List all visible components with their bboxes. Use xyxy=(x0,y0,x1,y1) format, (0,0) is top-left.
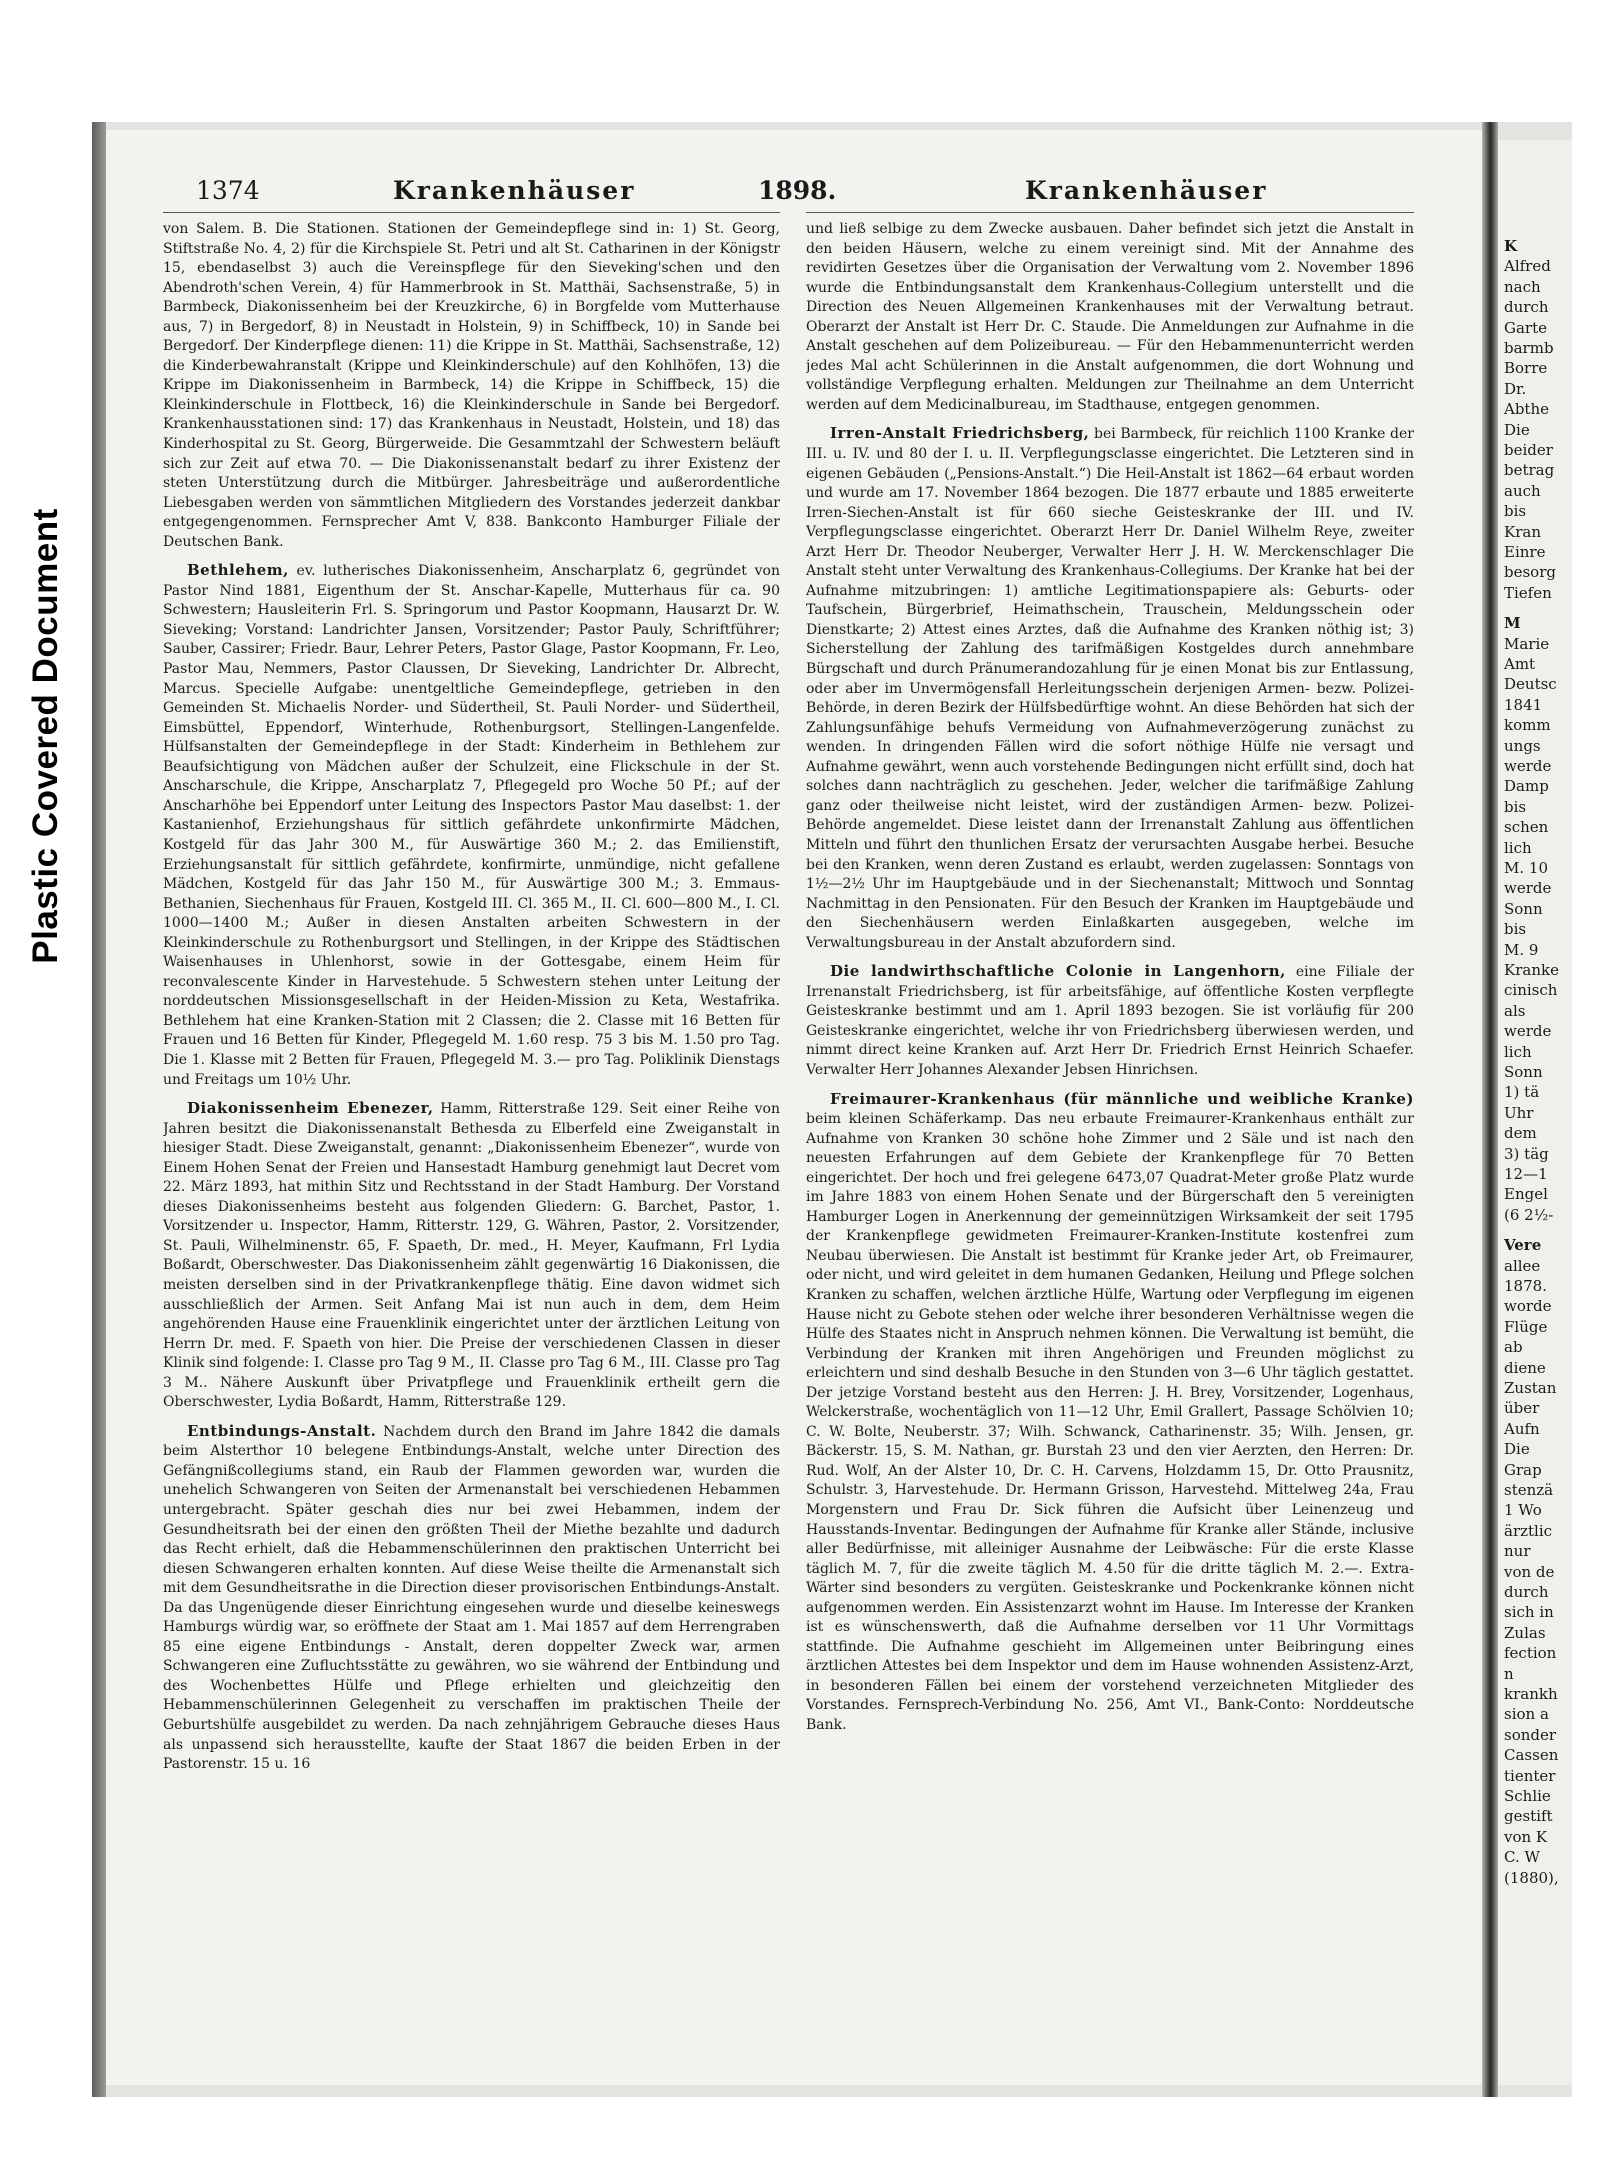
next-page-fragment: betrag xyxy=(1504,461,1555,480)
next-page-fragment: Schlie xyxy=(1504,1787,1551,1805)
next-page-fragment: werde xyxy=(1504,757,1552,775)
bethlehem-text: ev. lutherisches Diakonissenheim, Anscharplatz 6, gegründet von Pastor Nind 1881, Eigenthum der St. Anschar-Kapelle, Mutterhaus für ca. 90 Schwestern; Hausleiterin Frl. S. Springorum und Pastor Koopmann, Hausarzt Dr. W. Sieveking; Vorstand: Landrichter Jansen, Vorsitzender; Pastor Pauly, Schriftführer; Sauber, Cassirer; Friedr. Baur, Lehrer Peters, Pastor Glage, Pastor Koopmann, Fr. Leo, Pastor Mau, Nemmers, Pastor Claussen, Dr Sieveking, Landrichter Dr. Albrecht, Marcus. Specielle Aufgabe: unentgeltliche Gemeindepflege, getrieben in den Gemeinden St. Michaelis Norder- und Südertheil, St. Pauli Norder- und Südertheil, Eimsbüttel, Eppendorf, Winterhude, Rothenburgsort, Stellingen-Langenfelde. Hülfsanstalten der Gemeindepflege in der Stadt: Kinderheim in Bethlehem zur Beaufsichtigung von Mädchen außer der Schulzeit, eine Flickschule in der St. Anscharschule, die Krippe, Anscharplatz 7, Pflegegeld pro Woche 50 Pf.; auf der Anscharhöhe bei Eppendorf unter Leitung des Inspectors Pastor Mau daselbst: 1. der Kastanienhof, Erziehungshaus für sittlich gefährdete unkonfirmirte Mädchen, Kostgeld für das Jahr 300 M., für Auswärtige 360 M.; 2. das Emilienstift, Erziehungsanstalt für sittlich gefährdete, konfirmirte, unmündige, nicht gefallene Mädchen, Kostgeld für das Jahr 150 M., für Auswärtige 300 M.; 3. Emmaus-Bethanien, Siechenhaus für Frauen, Kostgeld III. Cl. 365 M., II. Cl. 600—800 M., I. Cl. 1000—1400 M.; Außer in diesen Anstalten arbeiten Schwestern in der Kleinkinderschule zu Rothenburgsort und Stellingen, in der Krippe des Städtischen Waisenhauses in Uhlenhorst, sowie in der Gottesgabe, einem Heim für reconvalescente Kinder in Harvestehude. 5 Schwestern stehen unter Leitung der norddeutschen Missionsgesellschaft in der Heiden-Mission zu Keta, Westafrika. Bethlehem hat eine Kranken-Station mit 2 Classen; die 2. Classe mit 16 Betten für Frauen und 16 Betten für Kinder, Pflegegeld M. 1.60 resp. 75 3 bis M. 1.50 pro Tag. Die 1. Klasse mit 2 Betten für Frauen, Pflegegeld M. 3.— pro Tag. Poliklinik Dienstags und Freitags um 10½ Uhr. xyxy=(163,563,780,1088)
next-page-fragment: (1880), xyxy=(1504,1868,1559,1887)
next-page-fragment: komm xyxy=(1504,716,1551,735)
next-page-fragment: von K xyxy=(1504,1827,1548,1846)
next-page-fragment: M. 10 xyxy=(1504,859,1548,877)
next-page-fragment: 1 Wo xyxy=(1504,1501,1542,1520)
next-page-fragment: nach xyxy=(1504,277,1541,296)
next-page-fragment: Cassen xyxy=(1504,1746,1559,1765)
next-page-fragment: stenzä xyxy=(1504,1481,1554,1499)
ebenezer-entry xyxy=(163,1099,780,1413)
right-column xyxy=(806,220,1414,2040)
next-page-fragment: Alfred xyxy=(1504,257,1551,276)
next-page-fragment: krankh xyxy=(1504,1685,1558,1703)
next-page-fragment: Grap xyxy=(1504,1460,1542,1479)
overlay-label-text: Plastic Covered Document xyxy=(26,508,65,964)
next-page-fragment: beider xyxy=(1504,441,1553,459)
page-number: 1374 xyxy=(196,176,260,205)
freimaurer-entry xyxy=(806,1090,1414,1736)
next-page-fragment: Deutsc xyxy=(1504,675,1557,694)
next-page-fragment: gestift xyxy=(1504,1807,1553,1826)
next-page-fragment: sion a xyxy=(1504,1705,1549,1724)
next-page-fragment: cinisch xyxy=(1504,981,1558,1000)
next-page-fragment: bis xyxy=(1504,920,1527,939)
next-page-fragment: Sonn xyxy=(1504,1063,1543,1081)
next-page-fragment: Marie xyxy=(1504,634,1550,653)
next-page-fragment: Garte xyxy=(1504,318,1548,337)
header-rule-right xyxy=(806,212,1414,213)
colonie-text: eine Filiale der Irrenanstalt Friedrichsberg, ist für arbeitsfähige, auf öffentliche Kosten verpflegte Geisteskranke bestimmt und am 1. April 1893 bezogen. Sie ist vorläufig für 200 Geisteskranke eingerichtet, welche ihr von Friedrichsberg überwiesen werden, und nimmt direct keine Kranken auf. Arzt Herr Dr. Friedrich Ernst Heinrich Schaefer. Verwalter Herr Johannes Alexander Jebsen Hinrichsen. xyxy=(806,964,1414,1078)
next-page-fragment: besorg xyxy=(1504,563,1556,582)
plastic-covered-label xyxy=(0,0,92,2177)
freimaurer-title: Freimaurer-Krankenhaus (für männliche und weibliche Kranke) xyxy=(830,1089,1414,1108)
next-page-fragment: tienter xyxy=(1504,1766,1556,1785)
running-title-left: Krankenhäuser xyxy=(393,176,636,205)
next-page-fragment: lich xyxy=(1504,838,1532,857)
next-page-fragment: auch xyxy=(1504,481,1541,500)
irren-text: bei Barmbeck, für reichlich 1100 Kranke der III. u. IV. und 80 der I. u. II. Verpflegungsclasse eingerichtet. Die Letzteren sind in eigenen Gebäuden („Pensions-Anstalt.“) Die Heil-Anstalt ist 1862—64 erbaut worden und wurde am 17. November 1864 bezogen. Die 1877 erbaute und 1885 erweiterte Irren-Siechen-Anstalt ist für 660 sieche Geisteskranke der III. und IV. Verpflegungsclasse eingerichtet. Oberarzt Herr Dr. Daniel Wilhelm Reye, zweiter Arzt Herr Dr. Theodor Neuberger, Verwalter Herr J. H. W. Merckenschlager Die Anstalt steht unter Verwaltung des Krankenhaus-Collegiums. Der Kranke hat bei der Aufnahme mitzubringen: 1) amtliche Legitimationspapiere als: Geburts- oder Taufschein, Bürgerbrief, Heimathschein, Trauschein, Meldungsschein oder Dienstkarte; 2) Attest eines Arztes, daß die Aufnahme des Kranken nöthig ist; 3) Sicherstellung der Zahlung des tarifmäßigen Kostgeldes durch annehmbare Bürgschaft und durch Pränumerandozahlung für je einen Monat bis zur Entlassung, oder aber im Unvermögensfall Herleitungsschein derjenigen Armen- bezw. Polizei-Behörde, in deren Bezirk der Hülfsbedürftige wohnt. An diese Behörden hat sich der Zahlungsunfähige behufs Vermeidung von Aufnahmeverzögerung zunächst zu wenden. In dringenden Fällen wird die sofort nöthige Hülfe nie versagt und Aufnahme gewährt, wenn auch vorstehende Bedingungen nicht erfüllt sind, doch hat solches dann nachträglich zu geschehen. Jeder, welcher die tarifmäßige Zahlung ganz oder theilweise nicht leistet, wird der zuständigen Armen- bezw. Polizei-Behörde angemeldet. Diese leistet dann der Irrenanstalt Zahlung aus öffentlichen Mitteln und führt den thunlichen Ersatz der verursachten Ausgabe herbei. Besuche bei den Kranken, wenn deren Zustand es erlaubt, werden zugelassen: Sonntags von 1½—2½ Uhr im Hauptgebäude und in der Siechenanstalt; Mittwoch und Sonntag Nachmittag in den Pensionaten. Für den Besuch der Kranken im Hauptgebäude und den Siechenhäusern werden Einlaßkarten ausgegeben, welche im Verwaltungsbureau in der Anstalt abzufordern sind. xyxy=(806,426,1414,951)
running-year: 1898. xyxy=(758,176,837,205)
next-page-fragment: 1) tä xyxy=(1504,1083,1540,1102)
header-rule-left xyxy=(163,212,780,213)
next-page-fragment: nur xyxy=(1504,1542,1531,1561)
next-page-fragment: Sonn xyxy=(1504,899,1543,918)
next-page-fragment: fection xyxy=(1504,1644,1557,1663)
running-title-right: Krankenhäuser xyxy=(1025,176,1268,205)
next-page-fragment: ab xyxy=(1504,1338,1523,1357)
next-page-fragment: sonder xyxy=(1504,1725,1557,1744)
freimaurer-text: beim kleinen Schäferkamp. Das neu erbaute Freimaurer-Krankenhaus enthält zur Aufnahme von Kranken 30 schöne hohe Zimmer und 2 Säle und ist nach den neuesten Erfahrungen auf dem Gebiete der Krankenpflege für 70 Betten eingerichtet. Der hoch und frei gelegene 6473,07 Quadrat-Meter große Platz wurde im Jahre 1883 von einem Hohen Senate und der Bürgerschaft den 5 vereinigten Hamburger Logen in Anerkennung der gemeinnützigen Wirksamkeit der seit 1795 der Krankenpflege gewidmeten Freimaurer-Kranken-Institute kostenfrei zum Neubau überwiesen. Die Anstalt ist bestimmt für Kranke jeder Art, ob Freimaurer, oder nicht, und wird geleitet in dem humanen Gedanken, Heilung und Pflege solchen Kranken zu schaffen, welchen ärztliche Hülfe, Wartung oder Verpflegung im eigenen Hause nicht zu Gebote stehen oder welche ihrer besonderen Verhältnisse wegen die Hülfe des Staates nicht in Anspruch nehmen können. Die Verwaltung ist bemüht, die Verbindung der Kranken mit ihren Angehörigen und Freunden möglichst zu erleichtern und sind deshalb Besuche in den Stunden von 3—6 Uhr täglich gestattet. Der jetzige Vorstand besteht aus den Herren: J. H. Brey, Vorsitzender, Logenhaus, Welckerstraße, wochentäglich von 11—12 Uhr, Emil Grallert, Passage Schölvien 10; C. W. Bolte, Neuberstr. 37; Wilh. Schwanck, Catharinenstr. 35; Wilh. Jensen, gr. Bäckerstr. 15, S. M. Nathan, gr. Burstah 23 und den vier Aerzten, den Herren: Dr. Rud. Wolf, An der Alster 10, Dr. C. H. Carvens, Holzdamm 15, Dr. Otto Prausnitz, Schulstr. 3, Harvestehude. Dr. Hermann Grisson, Harvestehd. Mittelweg 24a, Frau Morgenstern und Frau Dr. Sick führen die Aufsicht über Leinenzeug und Hausstands-Inventar. Bedingungen der Aufnahme für Kranke aller Stände, inclusive aller Bedürfnisse, mit alleiniger Ausnahme der Leibwäsche: Für die erste Klasse täglich M. 7, für die zweite täglich M. 4.50 für die dritte täglich M. 2.—. Extra-Wärter sind besonders zu vergüten. Geisteskranke und Pockenkranke können nicht aufgenommen werden. Ein Assistenzarzt wohnt im Hause. Im Interesse der Kranken ist es wünschenswerth, daß die Aufnahme derselben vor 11 Uhr Vormittags stattfinde. Die Aufnahme geschieht im Allgemeinen unter Beibringung eines ärztlichen Attestes bei dem Inspektor und dem im Hause wohnenden Assistenz-Arzt, in besonderen Fällen bei einem der vorstehend verzeichneten Mitglieder des Vorstandes. Fernsprech-Verbindung No. 256, Amt VI., Bank-Conto: Norddeutsche Bank. xyxy=(806,1111,1414,1734)
next-page-fragment: 1878. xyxy=(1504,1277,1547,1295)
colonie-title: Die landwirthschaftliche Colonie in Langenhorn, xyxy=(830,962,1286,981)
entbindung-continued: und ließ selbige zu dem Zwecke ausbauen. Daher befindet sich jetzt die Anstalt in den beiden Häusern, welche zu einem vereinigt sind. Mit der Annahme des revidirten Gesetzes über die Organisation der Verwaltung vom 2. November 1896 wurde die Entbindungsanstalt dem Krankenhaus-Collegium unterstellt und die Direction des Neuen Allgemeinen Krankenhauses mit der Verwaltung betraut. Oberarzt der Anstalt ist Herr Dr. C. Staude. Die Anmeldungen zur Aufnahme in die Anstalt geschehen auf dem Polizeibureau. — Für den Hebammenunterricht werden jedes Mal acht Schülerinnen in die Anstalt aufgenommen, die dort Wohnung und vollständige Verpflegung erhalten. Meldungen zur Theilnahme an dem Unterricht werden auf dem Medicinalbureau, im Stadthause, entgegen genommen. xyxy=(806,221,1414,413)
next-page-fragment: werde xyxy=(1504,879,1552,898)
colonie-entry xyxy=(806,962,1414,1080)
next-page-fragment: durch xyxy=(1504,298,1549,317)
next-page-fragment: 12—1 xyxy=(1504,1165,1548,1183)
next-page-strip xyxy=(1498,140,1572,2085)
next-page-fragment: M xyxy=(1504,614,1521,633)
next-page-fragment: M. 9 xyxy=(1504,940,1539,959)
next-page-fragment: Kran xyxy=(1504,522,1541,541)
next-page-fragment: Dr. xyxy=(1504,379,1527,398)
next-page-fragment: bis xyxy=(1504,797,1527,816)
next-page-fragment: allee xyxy=(1504,1256,1541,1275)
page-edge-shadow xyxy=(92,122,106,2097)
next-page-fragment: durch xyxy=(1504,1583,1549,1601)
next-page-fragment: Engel xyxy=(1504,1185,1548,1204)
next-page-fragment: Amt xyxy=(1504,655,1536,673)
next-page-fragment: Damp xyxy=(1504,777,1549,796)
next-page-fragment: (6 2½- xyxy=(1504,1205,1554,1224)
entbindung-entry xyxy=(163,1422,780,1775)
next-page-fragment: 1841 xyxy=(1504,695,1543,714)
ebenezer-text: Hamm, Ritterstraße 129. Seit einer Reihe von Jahren besitzt die Diakonissenanstalt Bethesda zu Elberfeld eine Zweiganstalt in hiesiger Stadt. Diese Zweiganstalt, genannt: „Diakonissenheim Ebenezer“, wurde von Einem Hohen Senat der Freien und Hansestadt Hamburg genehmigt laut Decret vom 22. März 1893, hat mithin Sitz und Rechtsstand in der Stadt Hamburg. Der Vorstand dieses Diakonissenheims besteht aus folgenden Gliedern: G. Barchet, Pastor, 1. Vorsitzender u. Inspector, Hamm, Ritterstr. 129, G. Währen, Pastor, 2. Vorsitzender, St. Pauli, Wilhelminenstr. 65, F. Spaeth, Dr. med., H. Meyer, Kaufmann, Frl Lydia Boßardt, Oberschwester. Das Diakonissenheim zählt gegenwärtig 16 Diakonissen, die meisten derselben sind in der Privatkrankenpflege thätig. Eine davon widmet sich ausschließlich der Armen. Seit Anfang Mai ist nun auch in dem, dem Heim angehörenden Hause eine Frauenklinik eingerichtet unter der ärztlichen Leitung von Herrn Dr. med. F. Spaeth von hier. Die Preise der verschiedenen Classen in dieser Klinik sind folgende: I. Classe pro Tag 9 M., II. Classe pro Tag 6 M., III. Classe pro Tag 3 M.. Nähere Auskunft über Privatpflege und Frauenklinik ertheilt gern die Oberschwester, Lydia Boßardt, Hamm, Ritterstraße 129. xyxy=(163,1101,780,1411)
next-page-fragment: barmb xyxy=(1504,339,1554,357)
next-page-fragment: Zustan xyxy=(1504,1379,1557,1397)
next-page-fragment: Aufn xyxy=(1504,1419,1540,1438)
entbindung-text: Nachdem durch den Brand im Jahre 1842 die damals beim Alsterthor 10 belegene Entbindungs-Anstalt, welche unter Direction des Gefängnißcollegiums stand, ein Raub der Flammen geworden war, wurden die unehelich Schwangeren von Seiten der Armenanstalt bei verschiedenen Hebammen untergebracht. Später geschah dies nur bei zwei Hebammen, indem der Gesundheitsrath bei der einen den größten Theil der Miethe bezahlte und dadurch das Recht erhielt, daß die Hebammenschülerinnen den praktischen Unterricht bei diesen Schwangeren erhalten konnten. Auf diese Weise theilte die Armenanstalt sich mit dem Gesundheitsrathe in die Direction dieser provisorischen Entbindungs-Anstalt. Da das Ungenügende dieser Einrichtung eingesehen wurde und dieselbe keineswegs Hamburgs würdig war, so eröffnete der Staat am 1. Mai 1857 auf dem Herrengraben 85 eine eigene Entbindungs - Anstalt, deren doppelter Zweck war, armen Schwangeren eine Zufluchtsstätte zu gewähren, wo sie während der Entbindung und des Wochenbettes Hülfe und Pflege erhielten und gleichzeitig den Hebammenschülerinnen Gelegenheit zu verschaffen im praktischen Theile der Geburtshülfe ausgebildet zu werden. Da nach zehnjährigem Gebrauche dieses Haus als unpassend sich herausstellte, kaufte der Staat 1867 die beiden Erben in der Pastorenstr. 15 u. 16 xyxy=(163,1423,780,1773)
next-page-fragment: Kranke xyxy=(1504,961,1559,979)
next-page-fragment: K xyxy=(1504,237,1518,255)
ebenezer-title: Diakonissenheim Ebenezer, xyxy=(187,1099,434,1118)
bethlehem-title: Bethlehem, xyxy=(187,561,289,580)
next-page-fragment: Einre xyxy=(1504,543,1546,561)
next-page-fragment: Flüge xyxy=(1504,1317,1548,1336)
next-page-fragment: ärztlic xyxy=(1504,1521,1553,1540)
next-page-fragment: diene xyxy=(1504,1358,1546,1377)
next-page-fragment: Zulas xyxy=(1504,1623,1546,1642)
next-page-fragment: Die xyxy=(1504,420,1530,439)
next-page-fragment: bis xyxy=(1504,502,1527,521)
entbindung-title: Entbindungs-Anstalt. xyxy=(187,1421,377,1440)
next-page-fragment: über xyxy=(1504,1399,1540,1418)
next-page-fragment: Borre xyxy=(1504,359,1548,378)
next-page-fragment: schen xyxy=(1504,818,1549,837)
next-page-fragment: von de xyxy=(1504,1562,1555,1581)
next-page-fragment: Uhr xyxy=(1504,1103,1534,1122)
left-column xyxy=(163,220,780,2040)
irren-title: Irren-Anstalt Friedrichsberg, xyxy=(830,424,1090,443)
book-gutter xyxy=(1482,122,1498,2097)
next-page-fragment: n xyxy=(1504,1664,1514,1683)
next-page-fragment: Abthe xyxy=(1504,400,1549,419)
bethlehem-entry xyxy=(163,561,780,1090)
next-page-fragment: sich in xyxy=(1504,1603,1554,1622)
next-page-fragment: C. W xyxy=(1504,1848,1540,1867)
next-page-fragment: lich xyxy=(1504,1042,1532,1061)
next-page-fragment: ungs xyxy=(1504,736,1541,755)
next-page-fragment: Die xyxy=(1504,1440,1530,1459)
next-page-fragment: Vere xyxy=(1504,1236,1542,1255)
irren-entry xyxy=(806,424,1414,953)
next-page-fragment: als xyxy=(1504,1001,1526,1020)
next-page-fragment: werde xyxy=(1504,1022,1552,1041)
next-page-fragment: 3) täg xyxy=(1504,1144,1549,1163)
next-page-fragment: worde xyxy=(1504,1297,1552,1316)
next-page-fragment: Tiefen xyxy=(1504,583,1552,602)
stations-paragraph: von Salem. B. Die Stationen. Stationen der Gemeindepflege sind in: 1) St. Georg, Stiftstraße No. 4, 2) für die Kirchspiele St. Petri und alt St. Catharinen in der Königstr 15, ebendaselbst 3) auch die Vereinspflege für den Sieveking'schen und den Abendroth'schen Verein, 4) für Hammerbrook in St. Matthäi, Sachsenstraße, 5) in Barmbeck, Diakonissenheim bei der Kreuzkirche, 6) in Borgfelde vom Mutterhause aus, 7) in Bergedorf, 8) in Neustadt in Holstein, 9) in Schiffbeck, 10) in Sande bei Bergedorf. Der Kinderpflege dienen: 11) die Krippe in St. Matthäi, Sachsenstraße, 12) die Kinderbewahranstalt (Krippe und Kleinkinderschule) auf den Kohlhöfen, 13) die Krippe im Diakonissenheim in Barmbeck, 14) die Krippe in Schiffbeck, 15) die Kleinkinderschule in Flottbeck, 16) die Kleinkinderschule in Sande bei Bergedorf. Krankenhausstationen sind: 17) das Krankenhaus in Neustadt, Holstein, und 18) das Kinderhospital zu St. Georg, Bürgerweide. Die Gesammtzahl der Schwestern beläuft sich zur Zeit auf etwa 70. — Die Diakonissenanstalt bedarf zu ihrer Existenz der steten Unterstützung durch die Mitbürger. Jahresbeiträge und außerordentliche Liebesgaben werden von sämmtlichen Mitgliedern des Vorstandes jederzeit dankbar entgegengenommen. Fernsprecher Amt V, 838. Bankconto Hamburger Filiale der Deutschen Bank. xyxy=(163,221,780,550)
next-page-fragment: dem xyxy=(1504,1124,1537,1143)
